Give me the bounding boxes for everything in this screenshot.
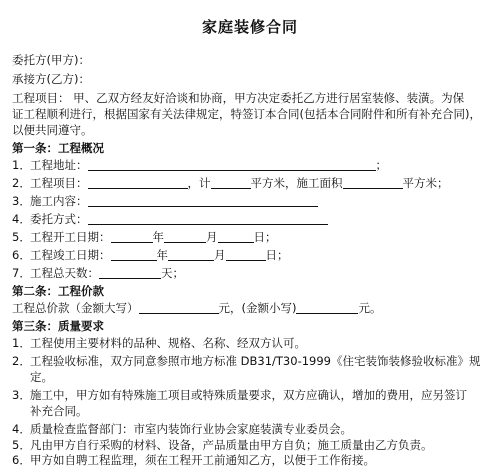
quality-item-3-cont	[12, 403, 88, 419]
item-text: 工程验收标准，双方同意参照市地方标准 DB31/T30-1999《住宅装饰装修验收标准》规	[30, 354, 481, 368]
blank-field[interactable]	[111, 230, 153, 243]
item-text: 工程使用主要材料的品种、规格、名称、经双方认可。	[30, 336, 306, 350]
item-address	[12, 157, 387, 173]
quality-item-3	[12, 387, 467, 403]
section-1-heading: 第一条：工程概况	[12, 141, 104, 155]
party-a-label: 委托方(甲方)：	[12, 53, 90, 67]
item-text: 平方米；	[402, 176, 449, 190]
quality-item-5	[12, 437, 433, 453]
item-number: 6．	[12, 248, 31, 262]
quality-item-2-cont	[12, 369, 53, 385]
item-text: 年	[152, 230, 164, 244]
blank-field[interactable]	[343, 176, 403, 189]
item-end-date	[12, 247, 289, 263]
blank-field[interactable]	[88, 194, 318, 207]
item-text: 补充合同。	[30, 404, 88, 418]
item-label: 施工内容：	[30, 194, 88, 208]
item-text: 定。	[30, 370, 53, 384]
quality-item-4	[12, 421, 352, 437]
price-label: 工程总价款（金额大写）	[12, 301, 139, 315]
item-number: 5．	[12, 230, 31, 244]
item-project	[12, 175, 449, 191]
item-number: 5．	[12, 438, 31, 452]
quality-item-6	[12, 452, 375, 468]
item-content	[12, 193, 318, 209]
item-text: 平方米，施工面积	[250, 176, 343, 190]
item-label: 工程项目：	[30, 176, 88, 190]
item-text: 年	[156, 248, 168, 262]
item-number: 4．	[12, 212, 31, 226]
document-title: 家庭装修合同	[201, 18, 298, 36]
item-number: 2．	[12, 354, 31, 368]
party-b-line	[12, 71, 90, 87]
section-3-heading: 第三条：质量要求	[12, 319, 104, 333]
party-b-label: 承接方(乙方)：	[12, 72, 90, 86]
blank-field[interactable]	[211, 176, 251, 189]
blank-field[interactable]	[88, 212, 328, 225]
item-number: 6．	[12, 453, 31, 467]
quality-item-1	[12, 335, 306, 351]
item-text: 甲方如自聘工程监理，须在工程开工前通知乙方，以便于工作衔接。	[30, 453, 375, 467]
party-a-line	[12, 52, 90, 68]
blank-field[interactable]	[218, 230, 254, 243]
item-label: 工程开工日期：	[30, 230, 111, 244]
item-suffix: 天；	[161, 266, 184, 280]
item-label: 委托方式：	[30, 212, 88, 226]
item-text: ，计	[187, 176, 211, 190]
item-number: 7．	[12, 266, 31, 280]
item-total-days	[12, 265, 184, 281]
intro-line-2: 证工程顺利进行，根据国家有关法律规定，特签订本合同(包括本合同附件和所有补充合同)，	[12, 107, 481, 121]
intro-line-1: 工程项目： 甲、乙双方经友好洽谈和协商，甲方决定委托乙方进行居室装修、装潢。为保	[12, 91, 465, 105]
item-label: 工程总天数：	[30, 266, 99, 280]
item-text: 施工中，甲方如有特殊施工项目或特殊质量要求，双方应确认，增加的费用，应另签订	[30, 388, 467, 402]
item-number: 3．	[12, 194, 31, 208]
blank-field[interactable]	[99, 266, 161, 279]
section-2-heading: 第二条：工程价款	[12, 284, 104, 298]
price-text: 元。	[358, 301, 382, 315]
item-text: 日；	[253, 230, 277, 244]
item-text: 月	[214, 248, 226, 262]
blank-field[interactable]	[296, 301, 358, 314]
item-text: 凡由甲方自行采购的材料、设备，产品质量由甲方自负；施工质量由乙方负责。	[30, 438, 433, 452]
item-number: 1．	[12, 336, 31, 350]
item-start-date	[12, 229, 277, 245]
item-number: 2．	[12, 176, 31, 190]
blank-field[interactable]	[88, 176, 188, 189]
blank-field[interactable]	[164, 230, 206, 243]
blank-field[interactable]	[168, 248, 214, 261]
item-suffix: ；	[375, 158, 387, 172]
item-label: 工程地址：	[30, 158, 88, 172]
item-text: 月	[206, 230, 218, 244]
price-line	[12, 300, 381, 316]
price-text: 元，(金额小写)	[218, 301, 297, 315]
blank-field[interactable]	[139, 301, 219, 314]
item-number: 4．	[12, 422, 31, 436]
quality-item-2	[12, 353, 480, 369]
item-number: 1．	[12, 158, 31, 172]
blank-field[interactable]	[111, 248, 157, 261]
item-method	[12, 211, 328, 227]
item-text: 日；	[265, 248, 289, 262]
blank-field[interactable]	[88, 158, 376, 171]
blank-field[interactable]	[226, 248, 266, 261]
intro-line-3: 以便共同遵守。	[12, 123, 93, 137]
item-text: 质量检查监督部门：市室内装饰行业协会家庭装潢专业委员会。	[30, 422, 352, 436]
item-number: 3．	[12, 388, 31, 402]
item-label: 工程竣工日期：	[30, 248, 111, 262]
